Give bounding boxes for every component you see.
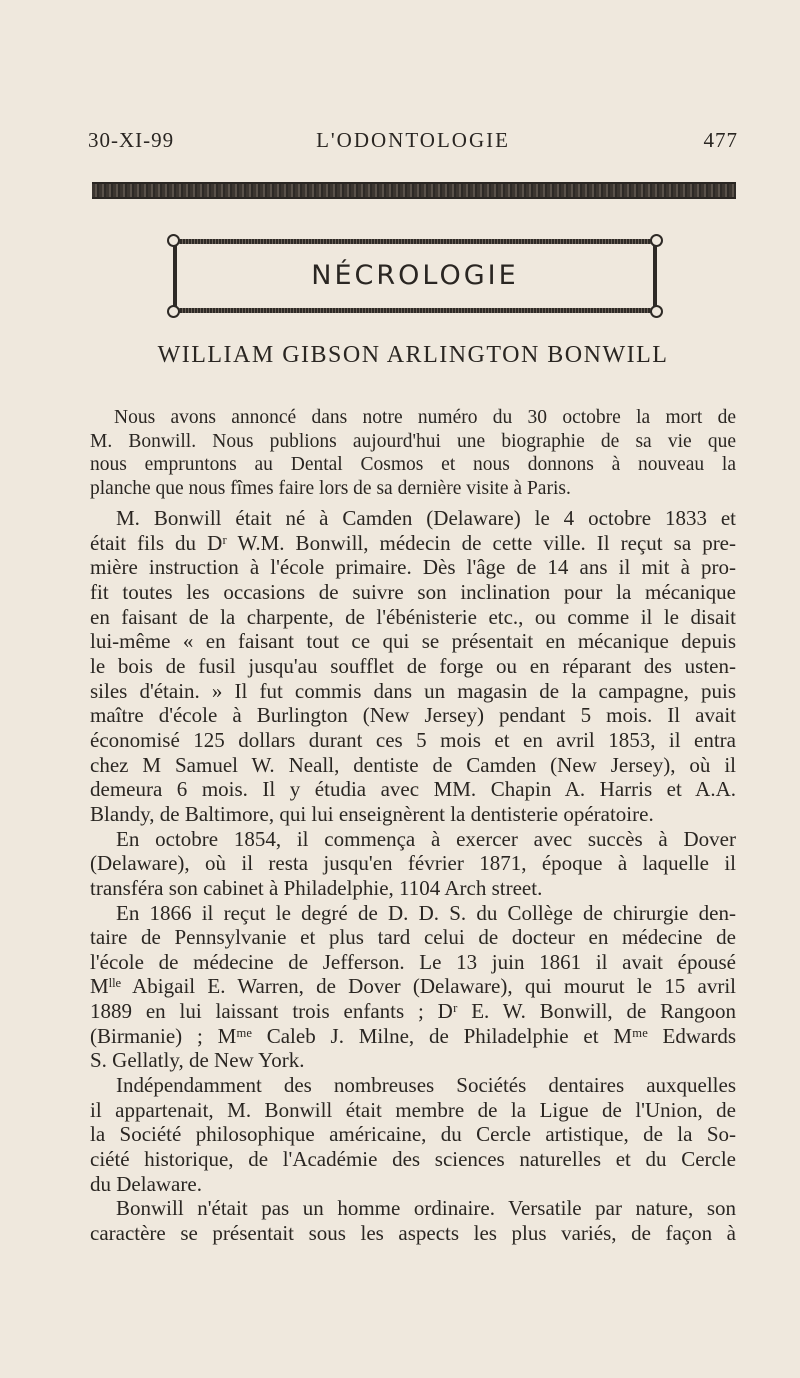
- text-line: il appartenait, M. Bonwill était membre de la Ligue de l'Union, de: [90, 1097, 736, 1122]
- text-line: Bonwill n'était pas un homme ordinaire. Versatile par nature, son: [116, 1196, 736, 1221]
- text-line: En octobre 1854, il commença à exercer avec succès à Dover: [116, 826, 736, 851]
- text-line: siles d'étain. » Il fut commis dans un magasin de la campagne, puis: [90, 678, 736, 703]
- text-line: demeura 6 mois. Il y étudia avec MM. Chapin A. Harris et A.A.: [90, 777, 736, 802]
- text-line: Nous avons annoncé dans notre numéro du 30 octobre la mort de: [114, 407, 736, 428]
- text-line: Indépendamment des nombreuses Sociétés dentaires auxquelles: [116, 1073, 736, 1098]
- frame-bottom-bar: [177, 308, 653, 313]
- header-page-number: 477: [703, 128, 738, 152]
- frame-corner-ring: [167, 234, 180, 247]
- text-line: du Delaware.: [90, 1171, 202, 1196]
- text-line: fit toutes les occasions de suivre son inclination pour la mécanique: [90, 579, 736, 604]
- frame-corner-ring: [167, 305, 180, 318]
- text-line: (Delaware), où il resta jusqu'en février 1871, époque à laquelle il: [90, 851, 736, 876]
- section-title: NÉCROLOGIE: [311, 260, 519, 291]
- text-line: économisé 125 dollars durant ces 5 mois et en avril 1853, il entra: [90, 727, 736, 752]
- text-line: planche que nous fîmes faire lors de sa dernière visite à Paris.: [90, 478, 571, 500]
- text-line: caractère se présentait sous les aspects les plus variés, de façon à: [90, 1221, 736, 1246]
- text-line: chez M Samuel W. Neall, dentiste de Camden (New Jersey), où il: [90, 752, 736, 777]
- frame-top-bar: [177, 239, 653, 244]
- text-line: la Société philosophique américaine, du Cercle artistique, de la So-: [90, 1122, 736, 1147]
- text-line: M. Bonwill. Nous publions aujourd'hui une biographie de sa vie que: [90, 430, 736, 452]
- text-line: maître d'école à Burlington (New Jersey) pendant 5 mois. Il avait: [90, 703, 736, 728]
- text-line: 1889 en lui laissant trois enfants ; Dʳ E. W. Bonwill, de Rangoon: [90, 999, 736, 1024]
- text-line: était fils du Dʳ W.M. Bonwill, médecin de cette ville. Il reçut sa pre-: [90, 530, 736, 555]
- text-line: M. Bonwill était né à Camden (Delaware) le 4 octobre 1833 et: [116, 506, 736, 530]
- frame-corner-ring: [650, 305, 663, 318]
- text-line: Mˡˡᵉ Abigail E. Warren, de Dover (Delaware), qui mourut le 15 avril: [90, 974, 736, 999]
- text-line: En 1866 il reçut le degré de D. D. S. du Collège de chirurgie den-: [116, 900, 736, 925]
- section-title-frame: [167, 230, 663, 322]
- header-date: 30-XI-99: [88, 128, 175, 152]
- text-line: S. Gellatly, de New York.: [90, 1048, 305, 1073]
- text-line: ciété historique, de l'Académie des sciences naturelles et du Cercle: [90, 1147, 736, 1172]
- text-line: transféra son cabinet à Philadelphie, 1104 Arch street.: [90, 875, 543, 900]
- frame-corner-ring: [650, 234, 663, 247]
- text-line: (Birmanie) ; Mᵐᵉ Caleb J. Milne, de Philadelphie et Mᵐᵉ Edwards: [90, 1023, 736, 1048]
- header-journal-title: L'ODONTOLOGIE: [316, 128, 510, 152]
- text-line: taire de Pennsylvanie et plus tard celui de docteur en médecine de: [90, 925, 736, 950]
- text-line: l'école de médecine de Jefferson. Le 13 juin 1861 il avait épousé: [90, 949, 736, 974]
- text-line: le bois de fusil jusqu'au soufflet de forge ou en réparant des usten-: [90, 653, 736, 678]
- ornamental-rule: [92, 182, 736, 199]
- text-line: en faisant de la charpente, de l'ébénisterie etc., ou comme il le disait: [90, 604, 736, 629]
- intro-paragraph: [90, 406, 736, 501]
- article-body: [90, 506, 736, 1246]
- text-line: nous empruntons au Dental Cosmos et nous donnons à nouveau la: [90, 454, 736, 476]
- text-line: Blandy, de Baltimore, qui lui enseignèrent la dentisterie opératoire.: [90, 801, 654, 826]
- article-title: WILLIAM GIBSON ARLINGTON BONWILL: [157, 342, 669, 368]
- text-line: mière instruction à l'école primaire. Dès l'âge de 14 ans il mit à pro-: [90, 555, 736, 580]
- text-line: lui-même « en faisant tout ce qui se présentait en mécanique depuis: [90, 629, 736, 654]
- running-head: [88, 128, 738, 158]
